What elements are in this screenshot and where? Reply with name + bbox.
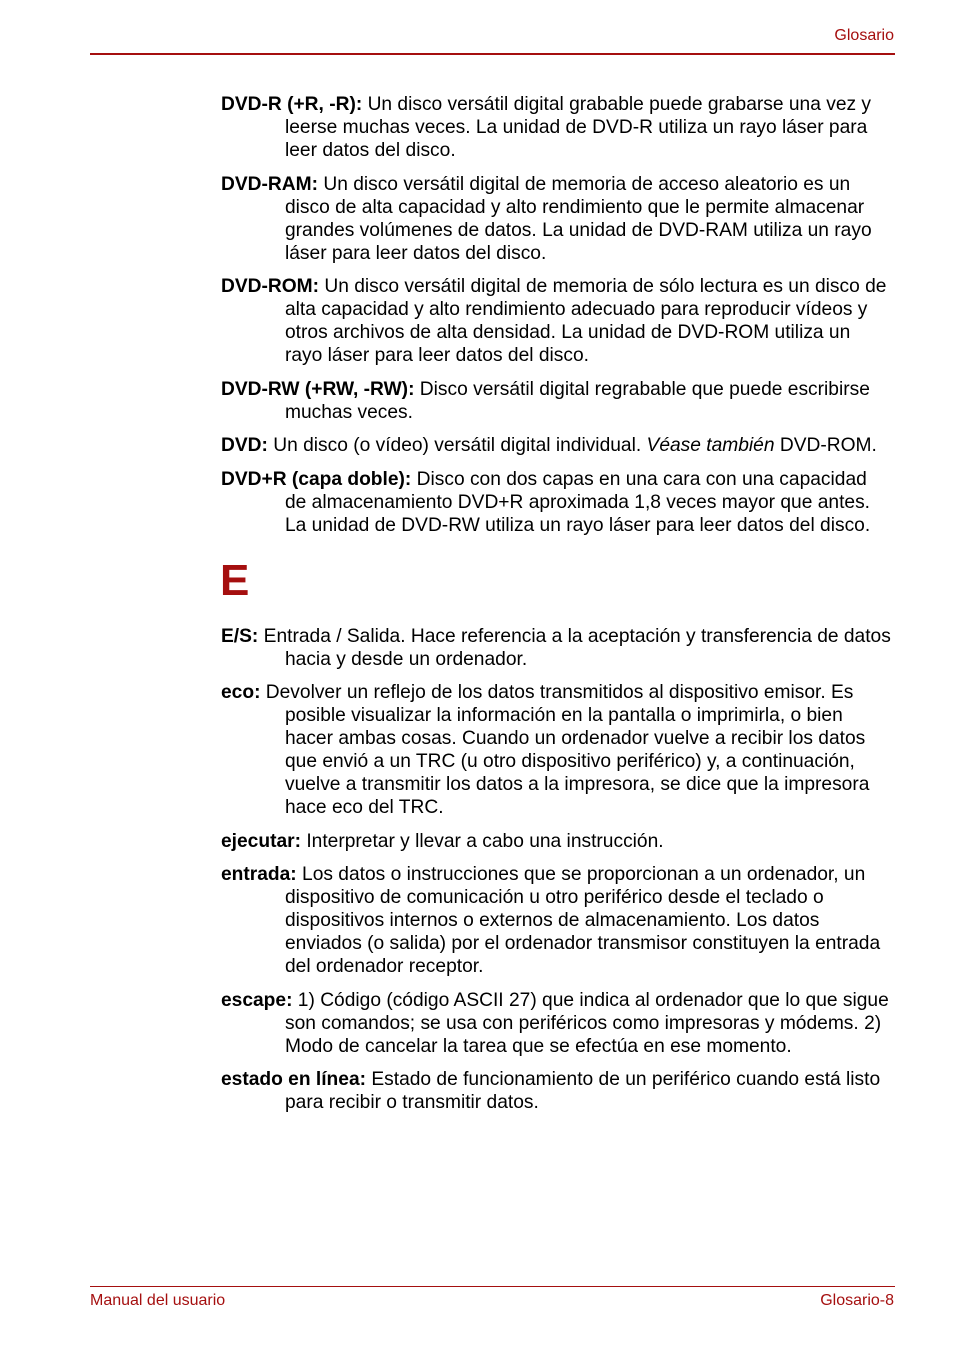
entry-term: eco: (221, 682, 261, 703)
glossary-entry-estado-en-linea (221, 1068, 891, 1114)
entry-definition: Un disco (o vídeo) versátil digital individual. (267, 435, 647, 456)
entry-term: DVD-ROM: (221, 276, 320, 297)
glossary-entry-dvd-plus-r-dl (221, 468, 891, 537)
glossary-entry-dvd-rw (221, 378, 891, 424)
glossary-entry-eco (221, 681, 891, 819)
entry-definition-tail: DVD-ROM. (774, 435, 877, 456)
entry-term: escape: (221, 989, 293, 1011)
entry-definition: Disco versátil digital regrabable que puede escribirse muchas veces. (285, 378, 870, 423)
entry-term: ejecutar: (221, 830, 301, 852)
entry-definition: Los datos o instrucciones que se proporcionan a un ordenador, un dispositivo de comunicación u otro periférico desde el teclado o dispositivos internos o externos de almacenamiento. Los datos enviados (o salida) por el ordenador transmisor constituyen la entrada del ordenador receptor. (285, 864, 881, 977)
footer-manual-title: Manual del usuario (90, 1292, 226, 1309)
see-also-reference: Véase también (646, 435, 775, 456)
entry-definition: Disco con dos capas en una cara con una capacidad de almacenamiento DVD+R aproximada 1,8 veces mayor que antes. La unidad de DVD-RW utiliza un rayo láser para leer datos del disco. (285, 468, 871, 536)
entry-definition: Un disco versátil digital de memoria de sólo lectura es un disco de alta capacidad y alto rendimiento adecuado para reproducir vídeos y otros archivos de alta densidad. La unidad de DVD-ROM utiliza un rayo láser para leer datos del disco. (285, 276, 887, 366)
entry-term: DVD-R (+R, -R): (221, 94, 363, 115)
glossary-entry-entrada (221, 863, 891, 978)
footer-page-number: Glosario-8 (820, 1292, 894, 1309)
entry-definition: Un disco versátil digital de memoria de acceso aleatorio es un disco de alta capacidad y alto rendimiento que le permite almacenar grandes volúmenes de datos. La unidad de DVD-RAM utiliza un rayo láser para leer datos del disco. (285, 173, 872, 264)
entry-definition: Estado de funcionamiento de un periférico cuando está listo para recibir o transmitir datos. (285, 1069, 881, 1113)
glossary-entry-dvd-ram (221, 173, 891, 265)
entry-term: DVD+R (capa doble): (221, 468, 412, 490)
entry-definition: Interpretar y llevar a cabo una instrucción. (300, 830, 664, 852)
entry-definition: Devolver un reflejo de los datos transmitidos al dispositivo emisor. Es posible visualizar la información en la pantalla o imprimirla, o bien hacer ambas cosas. Cuando un ordenador vuelve a recibir los datos que envió a un TRC (u otro dispositivo periférico) y, a continuación, vuelve a transmitir los datos a la impresora, se dice que la impresora hace eco del TRC. (260, 682, 870, 818)
entry-definition: Entrada / Salida. Hace referencia a la aceptación y transferencia de datos hacia y desde un ordenador. (258, 625, 891, 670)
header-divider (90, 53, 895, 55)
footer-divider (90, 1286, 895, 1287)
entry-term: DVD-RW (+RW, -RW): (221, 378, 415, 400)
entry-definition: Un disco versátil digital grabable puede grabarse una vez y leerse muchas veces. La unidad de DVD-R utiliza un rayo láser para leer datos del disco. (285, 94, 872, 161)
entry-term: DVD: (221, 435, 268, 456)
entry-term: estado en línea: (221, 1069, 367, 1090)
running-header-title: Glosario (834, 27, 894, 44)
glossary-entry-ejecutar (221, 830, 891, 853)
glossary-content (221, 93, 891, 1125)
glossary-entry-escape (221, 989, 891, 1058)
section-letter-heading: E (220, 555, 250, 605)
glossary-entry-dvd (221, 434, 891, 457)
glossary-entry-e-s (221, 625, 891, 671)
entry-definition: 1) Código (código ASCII 27) que indica al ordenador que lo que sigue son comandos; se usa con periféricos como impresoras y módems. 2) Modo de cancelar la tarea que se efectúa en ese momento. (285, 989, 889, 1057)
entry-term: entrada: (221, 864, 297, 885)
entry-term: DVD-RAM: (221, 173, 318, 195)
glossary-entry-dvd-rom (221, 275, 891, 367)
entry-term: E/S: (221, 625, 259, 647)
glossary-entry-dvd-r (221, 93, 891, 162)
